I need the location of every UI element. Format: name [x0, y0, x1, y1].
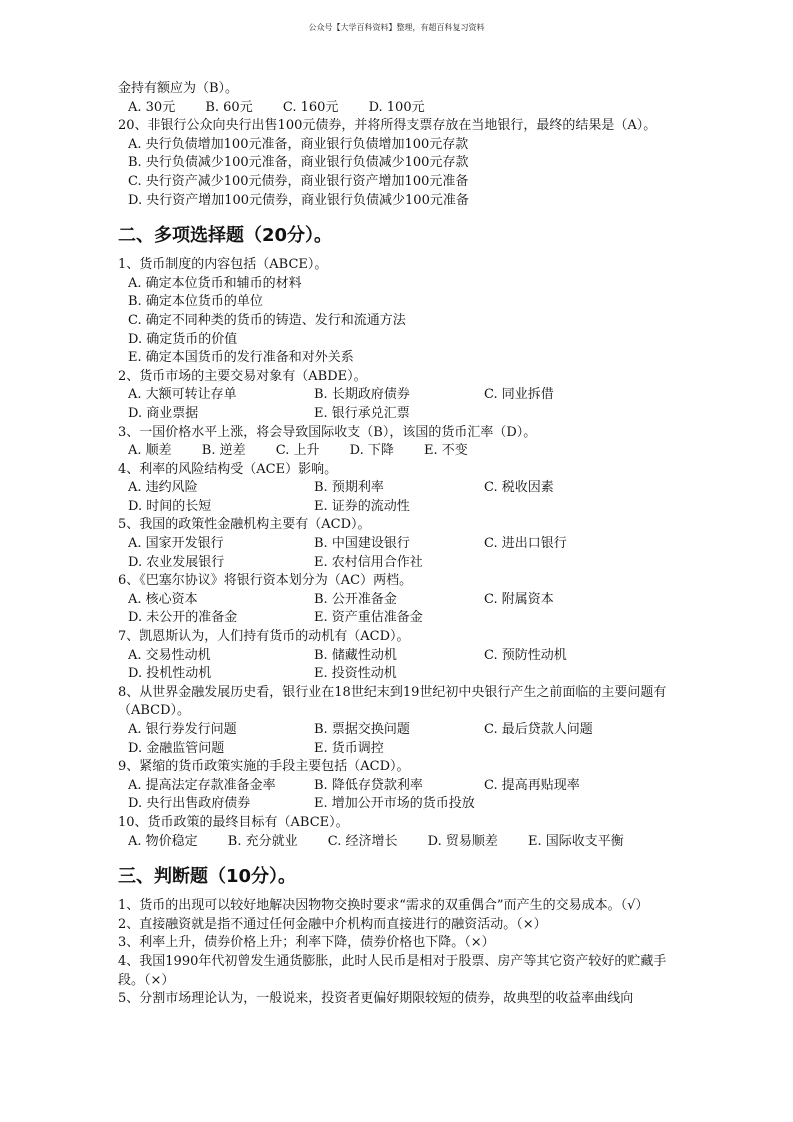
- s2-q4-stem: 4、利率的风险结构受（ACE）影响。: [118, 461, 338, 477]
- s2-q6-option-b: B. 公开准备金: [314, 591, 397, 607]
- s2-q10-option-b: B. 充分就业: [227, 833, 298, 849]
- s2-q5-options-row2: [118, 554, 688, 573]
- section-3-title: 三、判断题（10分）。: [118, 866, 297, 888]
- s2-q7-option-b: B. 储藏性动机: [314, 647, 397, 663]
- s2-q1-option-b: B. 确定本位货币的单位: [128, 294, 263, 310]
- s2-q9-option-c: C. 提高再贴现率: [484, 777, 580, 793]
- q19-stem-tail: 金持有额应为（B）。: [118, 81, 239, 96]
- s3-item-1: 1、货币的出现可以较好地解决因物物交换时要求“需求的双重偶合”而产生的交易成本。（√）: [118, 898, 649, 914]
- s2-q7-option-d: D. 投机性动机: [128, 666, 212, 682]
- s2-q9-options-row1: [118, 777, 688, 796]
- q20-option-a: A. 央行负债增加100元准备，商业银行负债增加100元存款: [128, 136, 469, 152]
- s2-q8-option-c: C. 最后贷款人问题: [484, 722, 593, 737]
- s3-item-4: 4、我国1990年代初曾发生通货膨胀，此时人民币是相对于股票、房产等其它资产较好的贮藏手段。（×）: [118, 953, 667, 988]
- s2-q9-options-row2: [118, 795, 688, 814]
- s2-q9-option-d: D. 央行出售政府债券: [128, 796, 251, 812]
- q19-option-a: A. 30元: [128, 99, 176, 115]
- s2-q9-option-a: A. 提高法定存款准备金率: [128, 777, 276, 793]
- s2-q10-option-a: A. 物价稳定: [128, 833, 198, 849]
- s2-q3-option-b: B. 逆差: [201, 443, 246, 459]
- s2-q6-stem: 6、《巴塞尔协议》将银行资本划分为（AC）两档。: [118, 573, 413, 589]
- s2-q3-stem: 3、一国价格水平上涨，将会导致国际收支（B），该国的货币汇率（D）。: [118, 424, 537, 440]
- s2-q8-option-b: B. 票据交换问题: [314, 722, 410, 737]
- s2-q10-option-c: C. 经济增长: [327, 833, 398, 849]
- s2-q4-option-c: C. 税收因素: [484, 480, 554, 496]
- s2-q2-options-row1: [118, 386, 688, 405]
- s2-q3-option-d: D. 下降: [349, 443, 394, 459]
- s2-q3-option-e: E. 不变: [424, 443, 468, 459]
- s2-q3-option-a: A. 顺差: [128, 443, 172, 459]
- s2-q7-option-c: C. 预防性动机: [484, 647, 567, 663]
- s2-q10-option-d: D. 贸易顺差: [427, 833, 498, 849]
- s2-q6-option-a: A. 核心资本: [128, 591, 198, 607]
- s2-q8-options-row2: [118, 740, 688, 759]
- s2-q1-option-c: C. 确定不同种类的货币的铸造、发行和流通方法: [128, 312, 406, 328]
- s2-q4-options-row2: [118, 498, 688, 517]
- s2-q1-option-d: D. 确定货币的价值: [128, 331, 238, 347]
- s2-q7-option-a: A. 交易性动机: [128, 647, 211, 663]
- s2-q7-stem: 7、凯恩斯认为，人们持有货币的动机有（ACD）。: [118, 629, 410, 645]
- s2-q7-option-e: E. 投资性动机: [314, 666, 397, 682]
- s3-item-2: 2、直接融资就是指不通过任何金融中介机构而直接进行的融资活动。（×）: [118, 916, 547, 932]
- s2-q1-option-a: A. 确定本位货币和辅币的材料: [128, 275, 302, 291]
- s2-q7-options-row1: [118, 647, 688, 666]
- q20-stem: 20、非银行公众向央行出售100元债券，并将所得支票存放在当地银行，最终的结果是（A）。: [118, 118, 657, 134]
- s2-q2-option-b: B. 长期政府债券: [314, 387, 410, 403]
- s2-q5-stem: 5、我国的政策性金融机构主要有（ACD）。: [118, 517, 371, 533]
- s2-q3-option-c: C. 上升: [275, 443, 320, 459]
- q19-option-d: D. 100元: [368, 99, 425, 115]
- s2-q6-option-d: D. 未公开的准备金: [128, 610, 238, 626]
- s2-q10-stem: 10、货币政策的最终目标有（ABCE）。: [118, 814, 349, 830]
- s2-q4-option-a: A. 违约风险: [128, 480, 198, 496]
- s2-q5-option-a: A. 国家开发银行: [128, 536, 224, 552]
- s2-q4-options-row1: [118, 479, 688, 498]
- s2-q2-option-e: E. 银行承兑汇票: [314, 405, 410, 421]
- s2-q2-option-d: D. 商业票据: [128, 405, 199, 421]
- q20-option-c: C. 央行资产减少100元债券，商业银行资产增加100元准备: [128, 173, 469, 189]
- q20-option-d: D. 央行资产增加100元债券，商业银行负债减少100元准备: [128, 192, 469, 208]
- s2-q6-option-c: C. 附属资本: [484, 591, 554, 607]
- s2-q1-option-e: E. 确定本国货币的发行准备和对外关系: [128, 350, 354, 366]
- s3-item-5: 5、分割市场理论认为，一般说来，投资者更偏好期限较短的债券，故典型的收益率曲线向: [118, 991, 634, 1007]
- s2-q5-option-c: C. 进出口银行: [484, 536, 567, 552]
- s2-q2-option-c: C. 同业拆借: [484, 387, 554, 403]
- s2-q9-option-b: B. 降低存贷款利率: [314, 777, 423, 793]
- s2-q4-option-d: D. 时间的长短: [128, 498, 212, 514]
- s2-q1-stem: 1、货币制度的内容包括（ABCE）。: [118, 257, 328, 273]
- document-body: [118, 80, 688, 1009]
- s2-q8-option-e: E. 货币调控: [314, 740, 384, 756]
- s2-q4-option-e: E. 证券的流动性: [314, 498, 410, 514]
- s2-q9-stem: 9、紧缩的货币政策实施的手段主要包括（ACD）。: [118, 759, 410, 775]
- page-header: 公众号【大学百科资料】整理，有超百科复习资料: [308, 23, 485, 32]
- q19-option-b: B. 60元: [205, 99, 253, 115]
- q19-option-c: C. 160元: [282, 99, 339, 115]
- s2-q10-option-e: E. 国际收支平衡: [528, 833, 624, 849]
- q20-option-b: B. 央行负债减少100元准备，商业银行负债减少100元存款: [128, 155, 469, 171]
- s2-q5-option-e: E. 农村信用合作社: [314, 554, 423, 570]
- s2-q5-option-b: B. 中国建设银行: [314, 536, 410, 552]
- s2-q10-options: [118, 833, 688, 852]
- s2-q4-option-b: B. 预期利率: [314, 480, 384, 496]
- s2-q9-option-e: E. 增加公开市场的货币投放: [314, 796, 475, 812]
- s2-q8-stem: 8、从世界金融发展历史看，银行业在18世纪末到19世纪初中央银行产生之前面临的主要问题有（ABCD）。: [118, 684, 667, 719]
- s3-item-3: 3、利率上升，债券价格上升；利率下降，债券价格也下降。（×）: [118, 935, 495, 951]
- s2-q8-options-row1: [118, 721, 688, 740]
- s2-q2-option-a: A. 大额可转让存单: [128, 387, 237, 403]
- s2-q6-option-e: E. 资产重估准备金: [314, 610, 423, 626]
- s2-q6-options-row1: [118, 591, 688, 610]
- s2-q5-options-row1: [118, 535, 688, 554]
- s2-q8-option-a: A. 银行券发行问题: [128, 722, 237, 737]
- s2-q5-option-d: D. 农业发展银行: [128, 554, 225, 570]
- s2-q2-stem: 2、货币市场的主要交易对象有（ABDE）。: [118, 368, 367, 384]
- s2-q8-option-d: D. 金融监管问题: [128, 740, 225, 756]
- q19-options: [118, 99, 688, 118]
- s2-q2-options-row2: [118, 405, 688, 424]
- s2-q7-options-row2: [118, 665, 688, 684]
- section-2-title: 二、多项选择题（20分）。: [118, 225, 333, 247]
- s2-q6-options-row2: [118, 609, 688, 628]
- s2-q3-options: [118, 442, 688, 461]
